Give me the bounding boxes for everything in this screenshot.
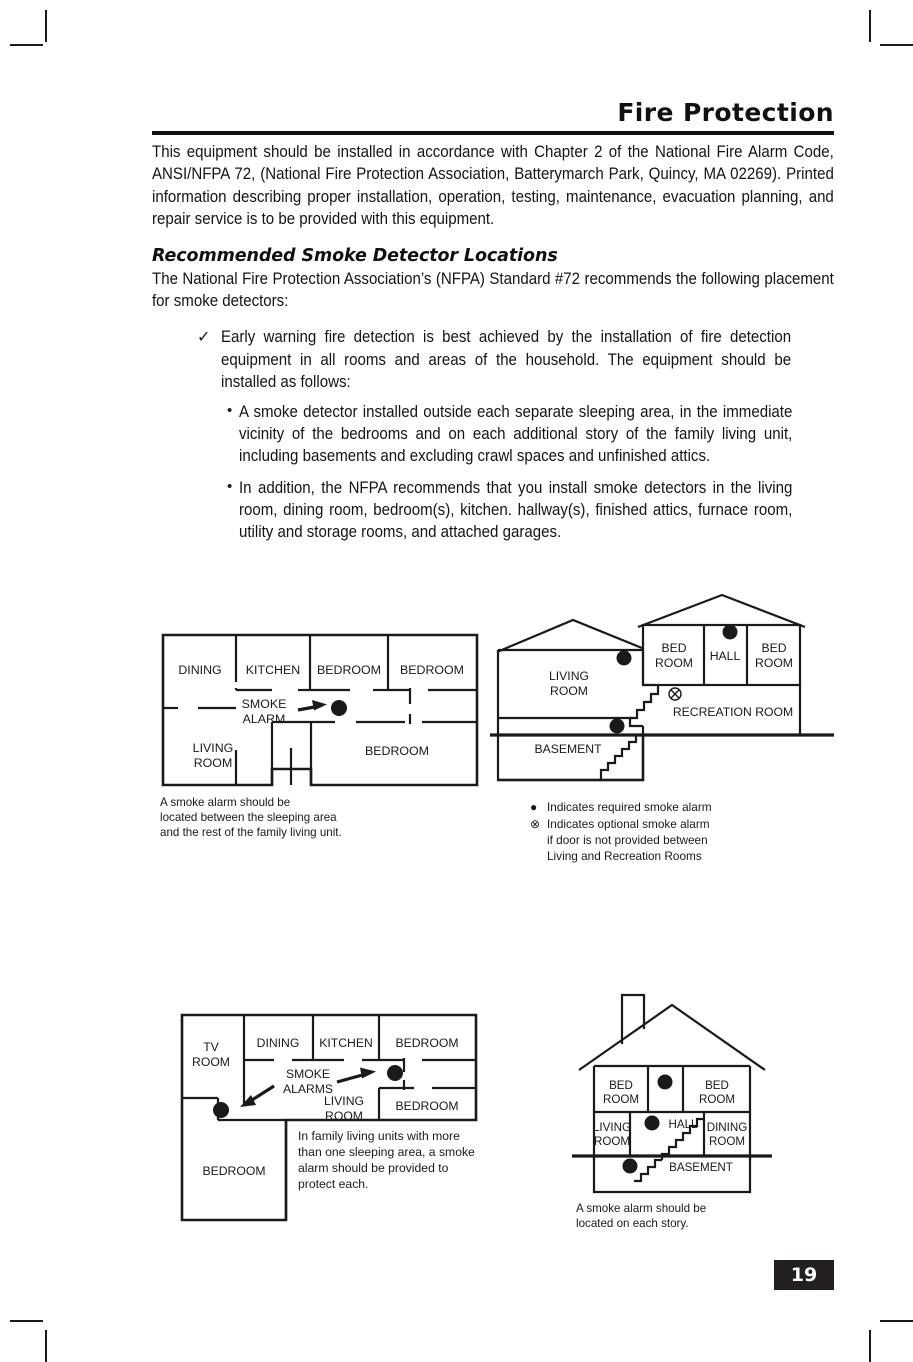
room-label-dining: DINING <box>178 663 222 677</box>
room-label-living-line1: LIVING <box>324 1094 364 1108</box>
callout-label-line1: SMOKE <box>241 697 287 711</box>
section-heading: Recommended Smoke Detector Locations <box>152 246 558 266</box>
figure-inline-caption-line: In family living units with more <box>298 1129 460 1143</box>
room-label-living-line2: ROOM <box>593 1135 631 1148</box>
room-label-bedroom-2: BEDROOM <box>399 663 465 677</box>
room-label-dining-line2: ROOM <box>708 1135 746 1148</box>
room-label-basement: BASEMENT <box>534 742 602 756</box>
figure-house-section-split-level <box>490 590 834 864</box>
room-label-bed-left-line2: ROOM <box>655 656 693 670</box>
intro-paragraph: This equipment should be installed in accordance with Chapter 2 of the National Fire Alarm Code, ANSI/NFPA 72, (National Fire Protection Association, Batterymarch Park, Quincy, MA 02269). Printed information describing proper installation, operation, testing, maintenance, evacuation planning, and repair service is to be provided with this equipment. <box>152 143 834 228</box>
house-section-top-svg <box>490 590 834 790</box>
callout-arrow <box>298 700 327 711</box>
callout-label-line2: ALARMS <box>282 1082 334 1096</box>
callout-arrow-left <box>240 1086 274 1107</box>
room-label-bed-left-line2: ROOM <box>602 1093 640 1106</box>
room-label-living-line1: LIVING <box>549 669 589 683</box>
caption-line: located on each story. <box>576 1216 689 1230</box>
caption-line: located between the sleeping area <box>160 810 337 824</box>
smoke-alarm-dot <box>723 625 738 640</box>
room-label-living-line2: ROOM <box>193 756 233 770</box>
checklist-item-text: Early warning fire detection is best achieved by the installation of fire detection equipment in all rooms and areas of the household. The equipment should be installed as follows: <box>221 328 792 391</box>
callout-arrow-right <box>337 1068 376 1083</box>
room-label-tv-line1: TV <box>203 1040 219 1054</box>
floorplan-top-svg <box>160 630 480 790</box>
list-item-text: A smoke detector installed outside each separate sleeping area, in the immediate vicinity of the bedrooms and on each additional story of the family living unit, including basements and excluding crawl spaces and unfinished attics. <box>239 402 793 466</box>
callout-label-line2: ALARM <box>242 712 286 726</box>
legend-row-optional <box>530 817 834 833</box>
room-label-living-line2: ROOM <box>550 684 588 698</box>
figure-inline-caption-line: protect each. <box>298 1177 369 1191</box>
list-item-text: In addition, the NFPA recommends that you install smoke detectors in the living room, dining room, bedroom(s), kitchen. hallway(s), finished attics, furnace room, utility and storage rooms, and attached garages. <box>239 478 793 541</box>
figure-area <box>152 100 834 1290</box>
caption-line: A smoke alarm should be <box>160 796 291 809</box>
crop-mark-bottom-right-horizontal <box>880 1320 913 1322</box>
room-label-bed-right-line2: ROOM <box>755 656 793 670</box>
room-label-hall: HALL <box>668 1118 698 1131</box>
crop-mark-bottom-left-vertical <box>45 1330 47 1362</box>
page-title: Fire Protection <box>617 98 834 127</box>
smoke-alarm-dot <box>645 1116 660 1131</box>
check-icon: ✓ <box>197 327 211 347</box>
room-label-basement: BASEMENT <box>669 1161 733 1174</box>
room-label-recreation: RECREATION ROOM <box>672 705 794 719</box>
section-lead-paragraph: The National Fire Protection Association’s (NFPA) Standard #72 recommends the following placement for smoke detectors: <box>152 270 834 311</box>
crop-mark-bottom-left-horizontal <box>10 1320 43 1322</box>
room-label-bed-right-line1: BED <box>761 641 787 655</box>
page-number-badge: 19 <box>774 1260 834 1290</box>
smoke-alarm-dot <box>610 719 625 734</box>
smoke-alarm-dot <box>213 1102 229 1118</box>
room-label-bed-left-line1: BED <box>609 1079 633 1092</box>
room-label-kitchen: KITCHEN <box>245 663 301 677</box>
page-content <box>152 100 834 1290</box>
smoke-alarm-dot <box>387 1065 403 1081</box>
figure-floorplan-single-story <box>160 630 480 840</box>
room-label-bed-left-line1: BED <box>661 641 687 655</box>
bullet-icon: • <box>227 477 233 495</box>
room-label-living-line1: LIVING <box>192 741 234 755</box>
floorplan-bottom-svg <box>174 1010 484 1225</box>
room-label-bedroom-2: BEDROOM <box>395 1099 459 1113</box>
smoke-alarm-dot <box>331 700 347 716</box>
caption-line: A smoke alarm should be <box>576 1202 707 1215</box>
legend-label-optional-cont: if door is not provided between <box>547 833 708 848</box>
bullet-icon: • <box>227 401 233 419</box>
crop-mark-bottom-right-vertical <box>869 1330 871 1362</box>
smoke-alarm-dot <box>658 1075 673 1090</box>
legend-label-required: Indicates required smoke alarm <box>547 800 712 814</box>
room-label-living-line2: ROOM <box>325 1109 363 1123</box>
figure-floorplan-two-sleeping-areas <box>174 1010 484 1225</box>
optional-smoke-alarm-icon <box>669 688 681 700</box>
room-label-living-line1: LIVING <box>592 1121 632 1134</box>
optional-alarm-icon: ⊗ <box>530 816 541 831</box>
room-label-bed-right-line2: ROOM <box>698 1093 736 1106</box>
figure-inline-caption-line: alarm should be provided to <box>298 1161 449 1175</box>
crop-mark-top-left-horizontal <box>10 44 43 46</box>
room-label-bedroom-3: BEDROOM <box>202 1164 266 1178</box>
room-label-bedroom-1: BEDROOM <box>316 663 382 677</box>
figure-caption-floorplan-top <box>160 796 480 840</box>
caption-line: and the rest of the family living unit. <box>160 825 342 839</box>
room-label-tv-line2: ROOM <box>192 1055 230 1069</box>
room-label-dining: DINING <box>256 1036 300 1050</box>
crop-mark-top-right-horizontal <box>880 44 913 46</box>
room-label-dining-line1: DINING <box>706 1121 748 1134</box>
smoke-alarm-dot <box>617 651 632 666</box>
room-label-kitchen: KITCHEN <box>319 1036 373 1050</box>
crop-mark-top-right-vertical <box>869 10 871 42</box>
figure-inline-caption-line: than one sleeping area, a smoke <box>298 1145 475 1159</box>
room-label-hall: HALL <box>709 649 741 663</box>
legend-label-optional-cont: Living and Recreation Rooms <box>547 848 702 863</box>
figure-house-section-each-story <box>572 960 772 1232</box>
figure-caption-section-bottom <box>576 1202 772 1232</box>
room-label-bed-right-line1: BED <box>705 1079 729 1092</box>
house-section-bottom-svg <box>572 960 772 1174</box>
callout-label-line1: SMOKE <box>285 1067 331 1081</box>
crop-mark-top-left-vertical <box>45 10 47 42</box>
legend-row-required <box>530 800 834 816</box>
room-label-bedroom-3: BEDROOM <box>364 744 430 758</box>
required-alarm-icon: ● <box>530 800 538 814</box>
room-label-bedroom-1: BEDROOM <box>395 1036 459 1050</box>
smoke-alarm-dot <box>623 1159 638 1174</box>
legend <box>530 800 834 864</box>
legend-label-optional: Indicates optional smoke alarm <box>547 816 710 831</box>
